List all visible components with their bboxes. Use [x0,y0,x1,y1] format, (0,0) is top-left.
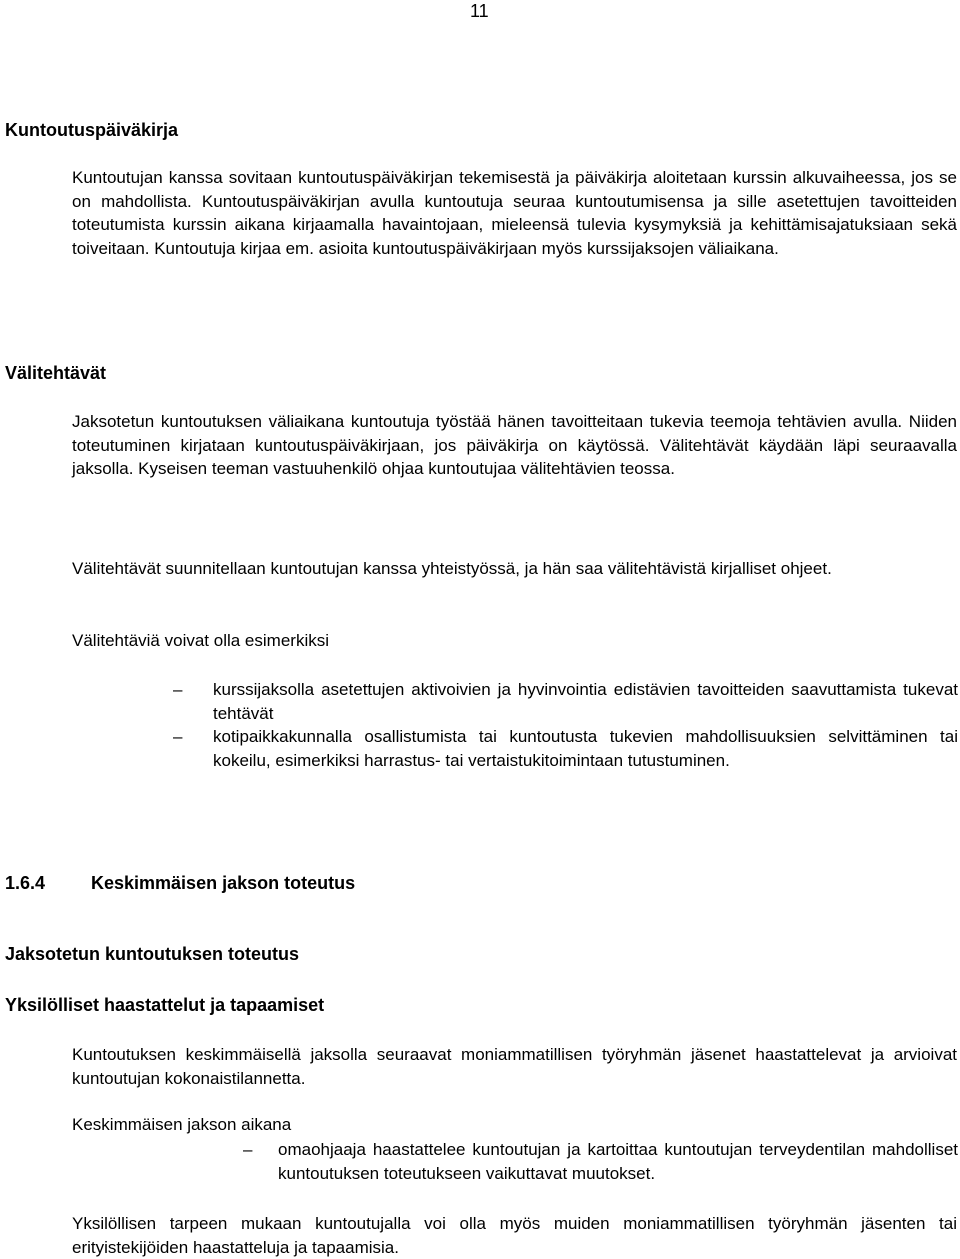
section-heading-jaksotetun-kuntoutuksen-toteutus: Jaksotetun kuntoutuksen toteutus [5,944,300,964]
list-item-text: kurssijaksolla asetettujen aktivoivien ja hyvinvointia edistävien tavoitteiden saavuttamista tukevat tehtävät [213,680,958,723]
section-heading-valitehtavat: Välitehtävät [5,363,107,383]
section-heading-yksilolliset-haastattelut: Yksilölliset haastattelut ja tapaamiset [5,995,325,1015]
paragraph-yksilolliset-2: Yksilöllisen tarpeen mukaan kuntoutujalla voi olla myös muiden moniammatillisen työryhmän jäsenten tai erityistekijöiden haastatteluja ja tapaamisia. [72,1214,957,1257]
paragraph-valitehtavat-2: Välitehtävät suunnitellaan kuntoutujan kanssa yhteistyössä, ja hän saa välitehtävistä kirjalliset ohjeet. [72,559,832,578]
list-keskimmainen [243,1138,958,1185]
list-item [173,725,958,772]
list-item-text: omaohjaaja haastattelee kuntoutujan ja kartoittaa kuntoutujan terveydentilan mahdolliset kuntoutuksen toteutukseen vaikuttavat muutokset. [278,1140,958,1183]
paragraph-valitehtavat-1: Jaksotetun kuntoutuksen väliaikana kuntoutuja työstää hänen tavoitteitaan tukevia teemoja tehtävien avulla. Niiden toteutuminen kirjataan kuntoutuspäiväkirjaan, jos päiväkirja on käytössä. Välitehtävät käydään läpi seuraavalla jaksolla. Kyseisen teeman vastuuhenkilö ohjaa kuntoutujaa välitehtävien teossa. [72,412,957,478]
paragraph-kuntoutuspaivakirja: Kuntoutujan kanssa sovitaan kuntoutuspäiväkirjan tekemisestä ja päiväkirja aloitetaan kurssin alkuvaiheessa, jos se on mahdollista. Kuntoutuspäiväkirjan avulla kuntoutuja seuraa kuntoutumisensa ja sille asetettujen tavoitteiden toteutumista kurssin aikana kirjaamalla havaintojaan, mieleensä tulevia kysymyksiä ja kehittämisajatuksiaan sekä toiveitaan. Kuntoutuja kirjaa em. asioita kuntoutuspäiväkirjaan myös kurssijaksojen väliaikana. [72,168,957,258]
section-heading-kuntoutuspaivakirja: Kuntoutuspäiväkirja [5,120,179,140]
list-valitehtavat [173,678,958,772]
list-intro-valitehtavat: Välitehtäviä voivat olla esimerkiksi [72,631,329,650]
paragraph-yksilolliset-1: Kuntoutuksen keskimmäisellä jaksolla seuraavat moniammatillisen työryhmän jäsenet haastattelevat ja arvioivat kuntoutujan kokonaistilannetta. [72,1045,957,1088]
list-item [173,678,958,725]
list-intro-keskimmainen: Keskimmäisen jakson aikana [72,1115,292,1134]
section-title: Keskimmäisen jakson toteutus [91,873,356,893]
dash-bullet: – [173,727,183,746]
dash-bullet: – [173,680,183,699]
page-number: 11 [470,1,489,21]
section-number: 1.6.4 [5,873,46,893]
list-item-text: kotipaikkakunnalla osallistumista tai kuntoutusta tukevien mahdollisuuksien selvittäminen tai kokeilu, esimerkiksi harrastus- tai vertaistukitoimintaan tutustuminen. [213,727,958,770]
list-item [243,1138,958,1185]
dash-bullet: – [243,1140,253,1159]
section-heading-1-6-4 [5,871,355,895]
